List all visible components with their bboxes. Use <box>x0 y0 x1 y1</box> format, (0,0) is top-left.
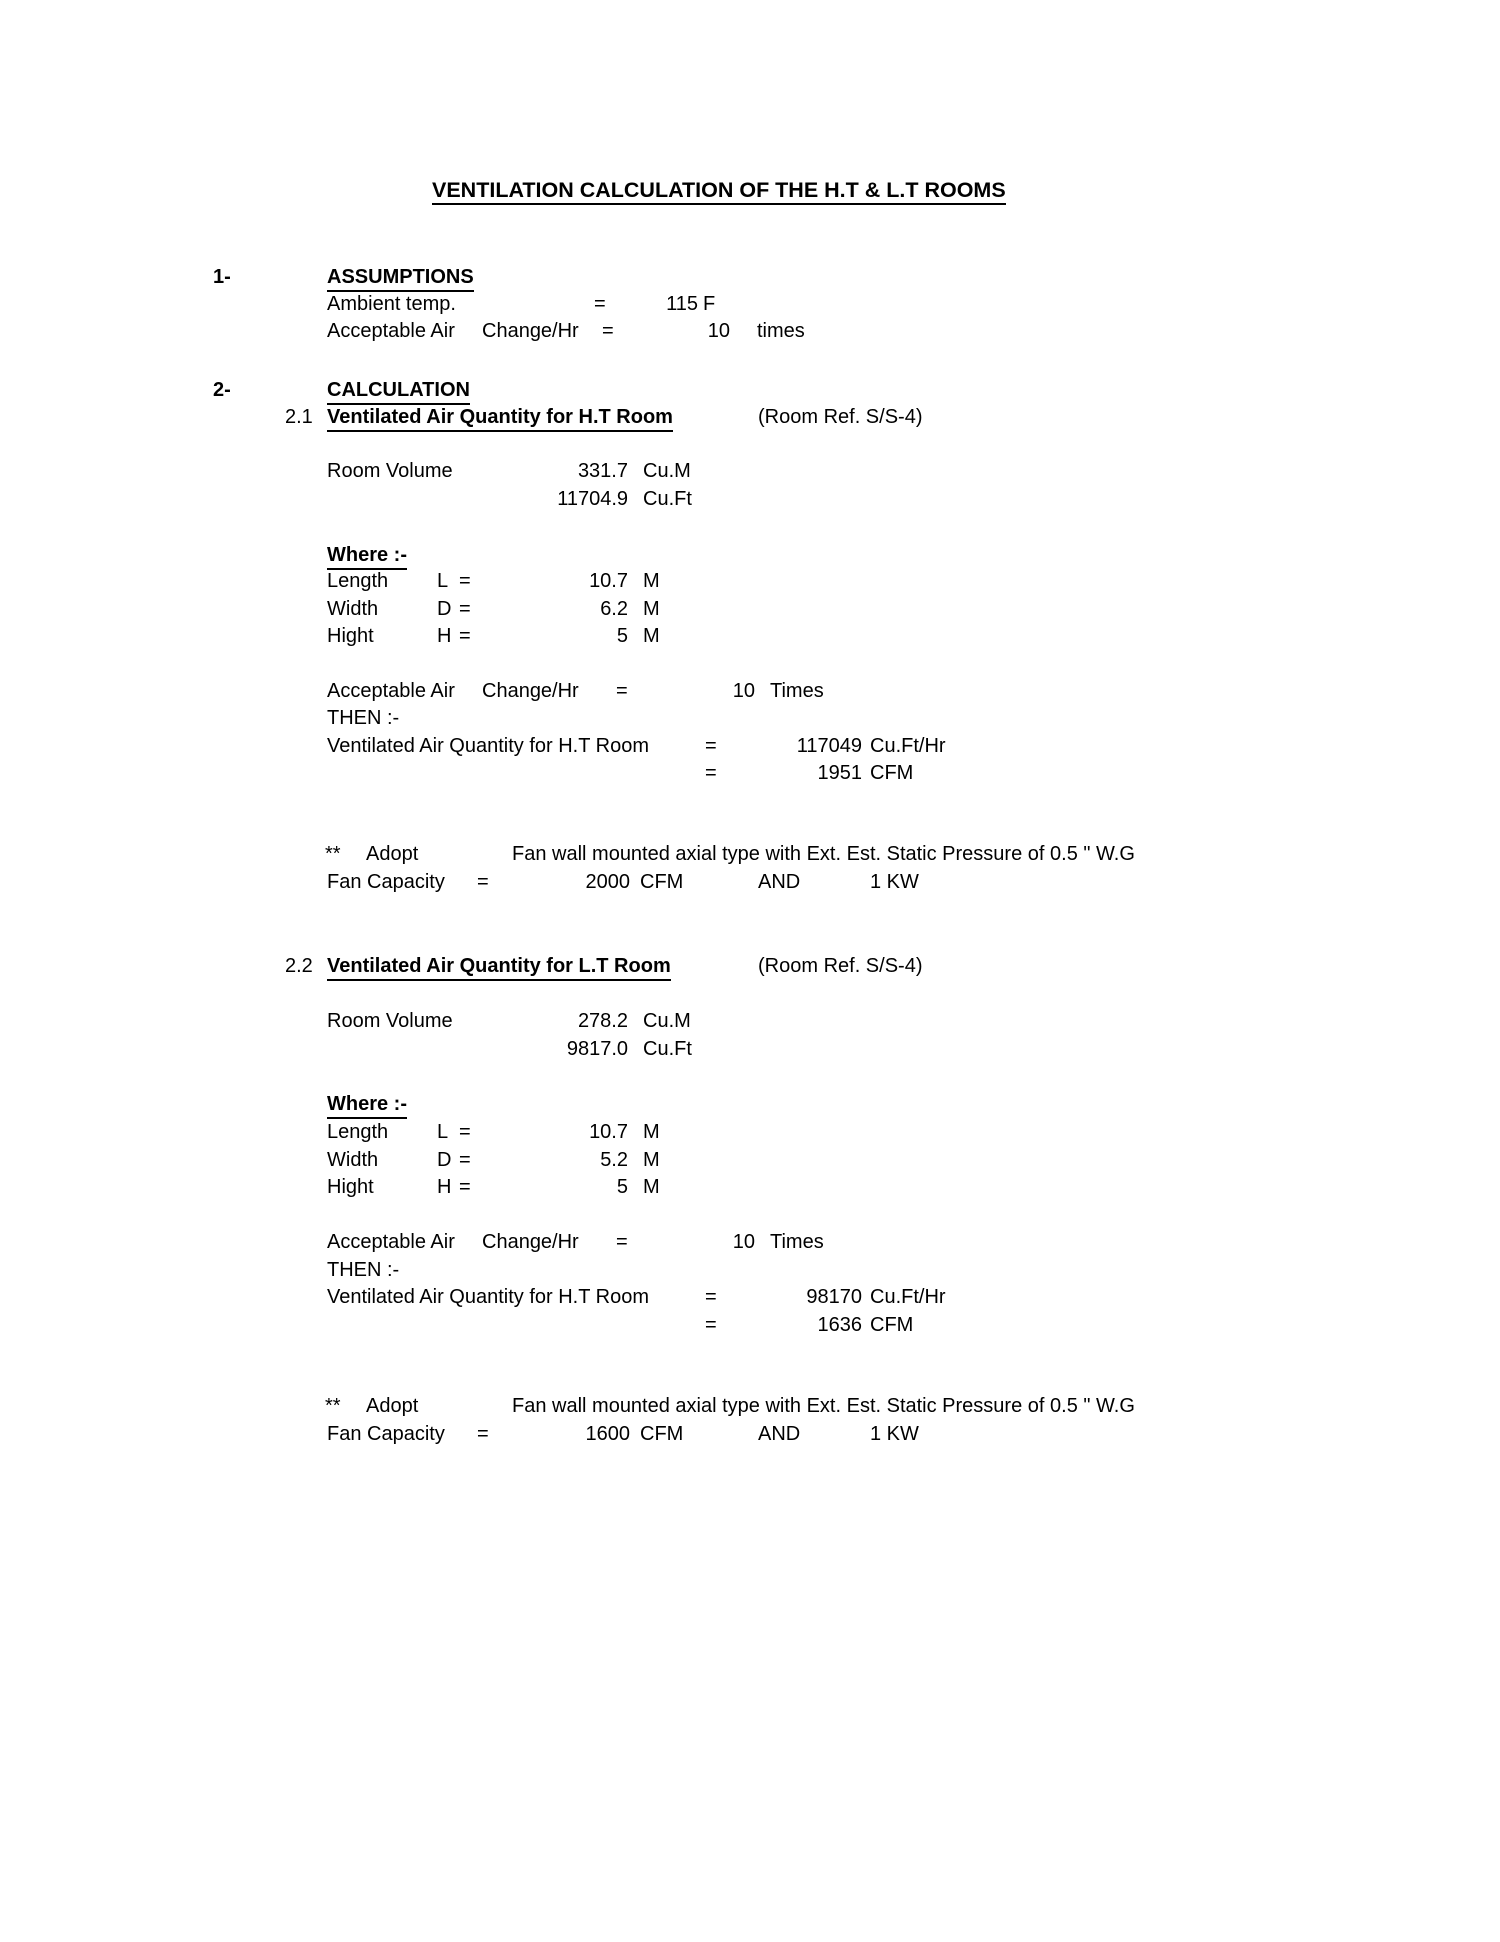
assumptions-heading <box>0 264 1500 294</box>
label: Ambient temp. <box>327 293 456 315</box>
value: 10 <box>707 320 730 342</box>
air-change-assumption-row <box>0 318 1500 348</box>
ht-air-change-row <box>0 678 1500 708</box>
unit: CFM <box>640 871 684 893</box>
label: Width <box>327 1149 379 1171</box>
label: Adopt <box>366 1395 419 1417</box>
conjunction: AND <box>758 1423 801 1445</box>
value: 1636 <box>817 1314 862 1336</box>
unit: CFM <box>870 1314 914 1336</box>
doc-title <box>0 177 1500 207</box>
unit: Cu.M <box>643 460 691 482</box>
equals-sign: = <box>616 680 628 702</box>
power-value: 1 KW <box>870 1423 919 1445</box>
calculation-heading <box>0 377 1500 407</box>
unit: times <box>757 320 805 342</box>
label: Hight <box>327 625 374 647</box>
unit: Cu.Ft <box>643 488 692 510</box>
value: 117049 <box>796 735 862 757</box>
ht-width-row <box>0 596 1500 626</box>
ht-vent-qty-cuft-row <box>0 733 1500 763</box>
heading-text: Ventilated Air Quantity for L.T Room <box>327 953 671 981</box>
unit: Cu.M <box>643 1010 691 1032</box>
lt-room-volume-cuft-row <box>0 1036 1500 1066</box>
label: Ventilated Air Quantity for H.T Room <box>327 1286 650 1308</box>
equals-sign: = <box>705 1314 717 1336</box>
value: 11704.9 <box>557 488 628 510</box>
lt-fan-capacity-row <box>0 1421 1500 1451</box>
label-2: Change/Hr <box>482 320 579 342</box>
symbol: L <box>437 1121 449 1143</box>
equals-sign: = <box>459 570 471 592</box>
label: Width <box>327 598 379 620</box>
unit: M <box>643 1176 660 1198</box>
equals-sign: = <box>594 293 606 315</box>
ht-vent-qty-cfm-row <box>0 760 1500 790</box>
heading-text: CALCULATION <box>327 377 470 405</box>
label: Adopt <box>366 843 419 865</box>
lt-air-change-row <box>0 1229 1500 1259</box>
note-marker: ** <box>325 843 341 865</box>
label: Room Volume <box>327 460 453 482</box>
heading-text: Where :- <box>327 1091 407 1119</box>
unit: Cu.Ft <box>643 1038 692 1060</box>
label: Acceptable Air <box>327 320 455 342</box>
unit: Times <box>770 1231 824 1253</box>
item-number: 2.1 <box>285 406 313 428</box>
unit: Cu.Ft/Hr <box>870 735 946 757</box>
value: 9817.0 <box>566 1038 628 1060</box>
ht-fan-capacity-row <box>0 869 1500 899</box>
value: 10.7 <box>589 1121 628 1143</box>
unit: CFM <box>640 1423 684 1445</box>
equals-sign: = <box>459 1176 471 1198</box>
lt-hight-row <box>0 1174 1500 1204</box>
value: 5 <box>616 625 628 647</box>
label: Fan Capacity <box>327 871 445 893</box>
unit: CFM <box>870 762 914 784</box>
lt-adopt-row <box>0 1393 1500 1423</box>
section-2-1-heading <box>0 404 1500 434</box>
fan-spec-text: Fan wall mounted axial type with Ext. Est. Static Pressure of 0.5 " W.G <box>512 843 1135 865</box>
symbol: D <box>437 1149 452 1171</box>
equals-sign: = <box>705 762 717 784</box>
value: 2000 <box>585 871 630 893</box>
value: 278.2 <box>577 1010 628 1032</box>
label: THEN :- <box>327 1259 400 1281</box>
value: 10 <box>732 1231 755 1253</box>
heading-text: Where :- <box>327 542 407 570</box>
symbol: D <box>437 598 452 620</box>
equals-sign: = <box>616 1231 628 1253</box>
value: 331.7 <box>577 460 628 482</box>
label: Fan Capacity <box>327 1423 445 1445</box>
unit: M <box>643 1121 660 1143</box>
value: 1600 <box>585 1423 630 1445</box>
value: 10 <box>732 680 755 702</box>
conjunction: AND <box>758 871 801 893</box>
ht-then-row <box>0 705 1500 735</box>
lt-length-row <box>0 1119 1500 1149</box>
ambient-temp-row <box>0 291 1500 321</box>
lt-width-row <box>0 1147 1500 1177</box>
equals-sign: = <box>459 598 471 620</box>
room-ref: (Room Ref. S/S-4) <box>758 406 923 428</box>
note-marker: ** <box>325 1395 341 1417</box>
symbol: H <box>437 625 452 647</box>
value: 115 <box>666 293 698 315</box>
ht-hight-row <box>0 623 1500 653</box>
label: Room Volume <box>327 1010 453 1032</box>
value: 6.2 <box>600 598 628 620</box>
equals-sign: = <box>477 871 489 893</box>
symbol: L <box>437 570 449 592</box>
unit: M <box>643 625 660 647</box>
lt-vent-qty-cfm-row <box>0 1312 1500 1342</box>
value: 5 <box>616 1176 628 1198</box>
equals-sign: = <box>705 1286 717 1308</box>
unit: Cu.Ft/Hr <box>870 1286 946 1308</box>
label: THEN :- <box>327 707 400 729</box>
unit: M <box>643 598 660 620</box>
power-value: 1 KW <box>870 871 919 893</box>
ht-room-volume-cum-row <box>0 458 1500 488</box>
label-2: Change/Hr <box>482 680 579 702</box>
label: Length <box>327 1121 389 1143</box>
equals-sign: = <box>459 625 471 647</box>
lt-vent-qty-cuft-row <box>0 1284 1500 1314</box>
equals-sign: = <box>459 1121 471 1143</box>
label: Acceptable Air <box>327 680 455 702</box>
equals-sign: = <box>459 1149 471 1171</box>
symbol: H <box>437 1176 452 1198</box>
equals-sign: = <box>602 320 614 342</box>
unit: M <box>643 1149 660 1171</box>
heading-text: ASSUMPTIONS <box>327 264 474 292</box>
lt-then-row <box>0 1257 1500 1287</box>
room-ref: (Room Ref. S/S-4) <box>758 955 923 977</box>
unit: M <box>643 570 660 592</box>
ht-adopt-row <box>0 841 1500 871</box>
label: Length <box>327 570 389 592</box>
ht-room-volume-cuft-row <box>0 486 1500 516</box>
value: 5.2 <box>600 1149 628 1171</box>
unit: Times <box>770 680 824 702</box>
label-2: Change/Hr <box>482 1231 579 1253</box>
value: 1951 <box>817 762 862 784</box>
value: 98170 <box>806 1286 862 1308</box>
item-number: 1- <box>213 266 231 288</box>
label: Acceptable Air <box>327 1231 455 1253</box>
label: Hight <box>327 1176 374 1198</box>
label: Ventilated Air Quantity for H.T Room <box>327 735 650 757</box>
section-2-2-heading <box>0 953 1500 983</box>
heading-text: Ventilated Air Quantity for H.T Room <box>327 404 673 432</box>
equals-sign: = <box>705 735 717 757</box>
ht-length-row <box>0 568 1500 598</box>
value: 10.7 <box>589 570 628 592</box>
fan-spec-text: Fan wall mounted axial type with Ext. Est. Static Pressure of 0.5 " W.G <box>512 1395 1135 1417</box>
equals-sign: = <box>477 1423 489 1445</box>
item-number: 2.2 <box>285 955 313 977</box>
unit: F <box>703 293 716 315</box>
lt-room-volume-cum-row <box>0 1008 1500 1038</box>
item-number: 2- <box>213 379 231 401</box>
title-text: VENTILATION CALCULATION OF THE H.T & L.T ROOMS <box>432 177 1006 205</box>
lt-where-heading <box>0 1091 1500 1121</box>
